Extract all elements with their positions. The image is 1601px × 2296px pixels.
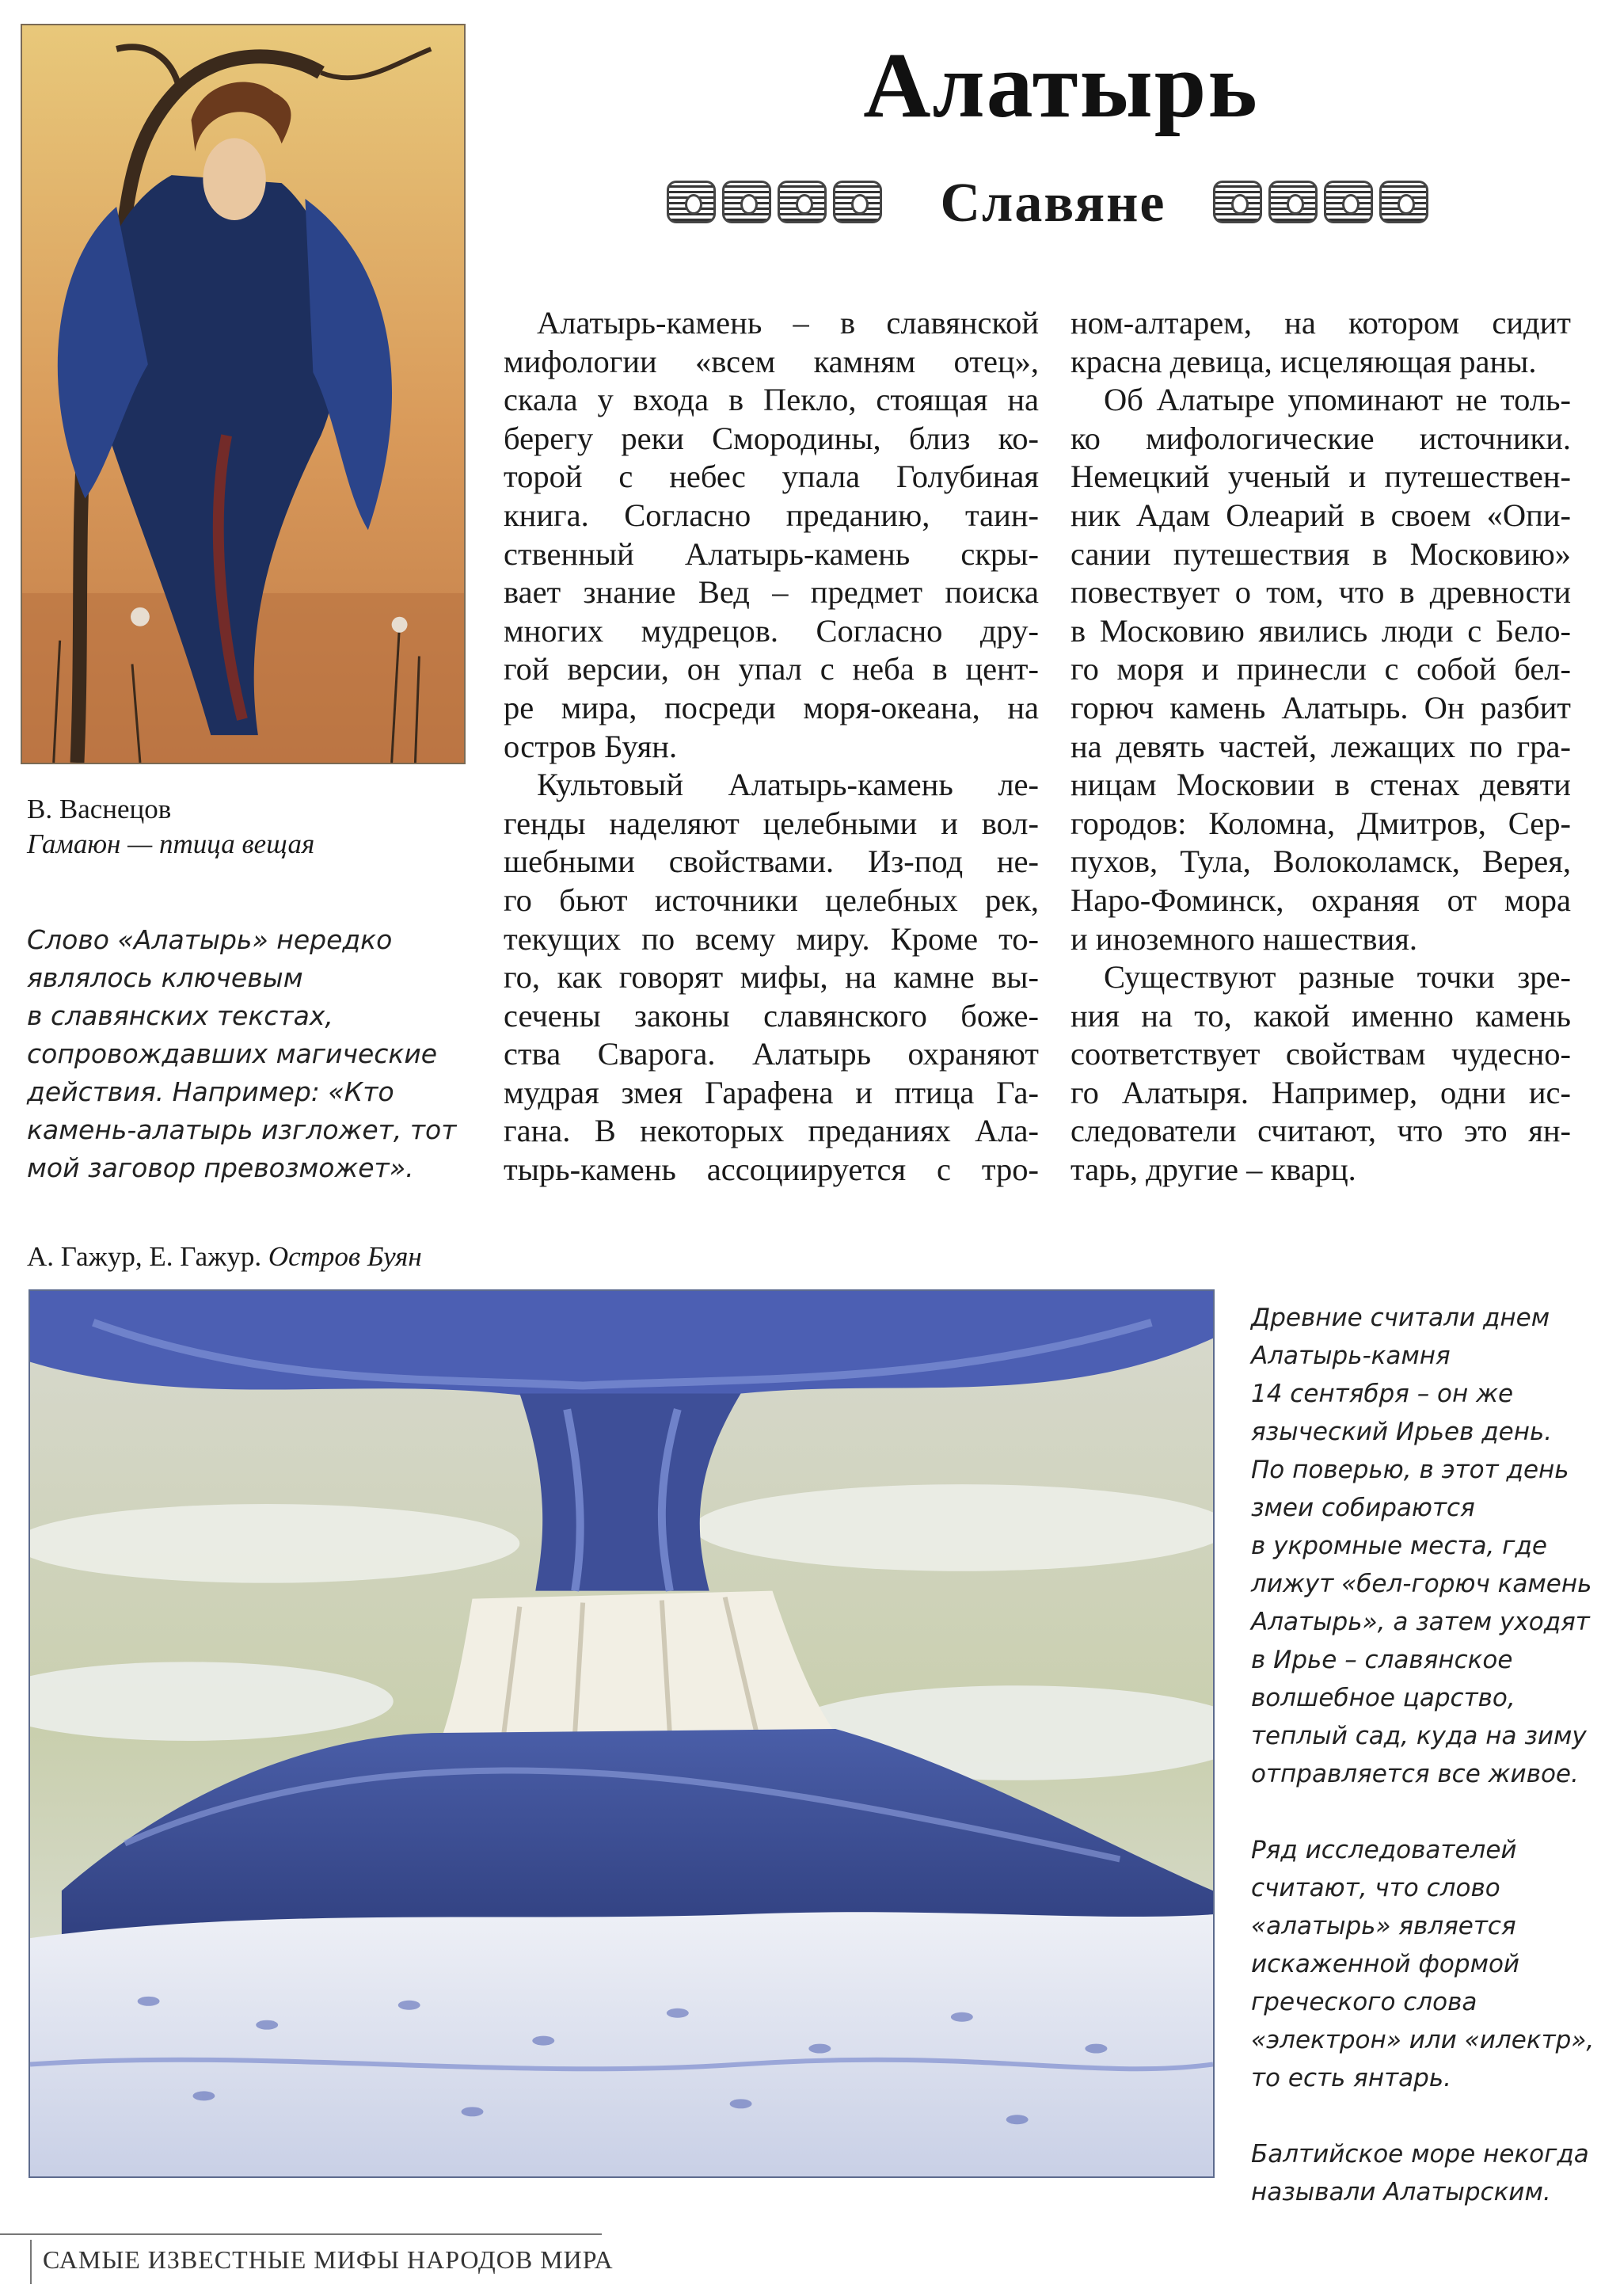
sidenote-line: Древние считали днем xyxy=(1251,1304,1550,1332)
text-line: Существуют разные точки зре- xyxy=(1104,959,1571,996)
ornament-right xyxy=(1213,181,1428,227)
text-line: гой версии, он упал с неба в цент- xyxy=(504,651,1039,687)
sidenote-line: в славянских текстах, xyxy=(27,1000,333,1031)
text-line: шебными свойствами. Из-под не- xyxy=(504,843,1039,880)
sidenote-line: По поверью, в этот день xyxy=(1251,1456,1569,1484)
sidenote-line: Алатырь», а затем уходят xyxy=(1251,1608,1590,1636)
text-line: тырь-камень ассоциируется с тро- xyxy=(504,1152,1039,1188)
text-line: Об Алатыре упоминают не толь- xyxy=(1104,382,1571,418)
sidenote-line: являлось ключевым xyxy=(27,962,303,993)
text-line: следователи считают, что это ян- xyxy=(1071,1113,1571,1149)
sidenote-line: волшебное царство, xyxy=(1251,1684,1515,1712)
sidenote-line: языческий Ирьев день. xyxy=(1251,1418,1553,1446)
text-line: гана. В некоторых преданиях Ала- xyxy=(504,1113,1039,1149)
sidenote-line: 14 сентября – он же xyxy=(1251,1380,1514,1408)
text-line: берегу реки Смородины, близ ко- xyxy=(504,420,1039,456)
sidenote-line: считают, что слово xyxy=(1251,1874,1500,1902)
sidenote-line: Балтийское море некогда xyxy=(1251,2140,1589,2168)
text-line: и иноземного нашествия. xyxy=(1071,920,1417,957)
sidenote-line: теплый сад, куда на зиму xyxy=(1251,1722,1587,1750)
text-line: тарь, другие – кварц. xyxy=(1071,1152,1356,1188)
text-line: мудрая змея Гарафена и птица Га- xyxy=(504,1074,1039,1110)
ornament-left xyxy=(667,181,882,227)
figure-top-artist: В. Васнецов xyxy=(27,794,172,824)
text-line: повествует о том, что в древности xyxy=(1071,574,1571,611)
text-line: ницам Московии в стенах девяти xyxy=(1071,767,1571,803)
sidenote-line: мой заговор превозможет». xyxy=(27,1152,414,1183)
sidenote-line: Алатырь-камня xyxy=(1251,1342,1451,1370)
sidenote-line: Ряд исследователей xyxy=(1251,1836,1517,1864)
text-line: ре мира, посреди моря-океана, на xyxy=(504,689,1039,725)
text-line: го моря и принесли с собой бел- xyxy=(1071,651,1571,687)
text-line: сечены законы славянского боже- xyxy=(504,997,1039,1034)
painting-gamayun xyxy=(21,24,466,764)
text-line: го, как говорят мифы, на камне вы- xyxy=(504,959,1039,996)
text-line: Немецкий ученый и путешествен- xyxy=(1071,459,1571,495)
figure-bottom-caption xyxy=(27,1239,422,1274)
text-line: ном-алтарем, на котором сидит xyxy=(1071,305,1571,341)
text-line: текущих по всему миру. Кроме то- xyxy=(504,920,1039,957)
sidenote-line: то есть янтарь. xyxy=(1251,2064,1451,2092)
footer-rule xyxy=(0,2233,602,2235)
sidenote-line: змеи собираются xyxy=(1251,1494,1475,1522)
page-title: Алатырь xyxy=(863,33,1259,137)
text-line: вает знание Вед – предмет поиска xyxy=(504,574,1039,611)
text-line: сании путешествия в Московию» xyxy=(1071,535,1571,572)
running-footer: САМЫЕ ИЗВЕСТНЫЕ МИФЫ НАРОДОВ МИРА xyxy=(43,2245,614,2274)
text-line: го Алатыря. Например, одни ис- xyxy=(1071,1074,1571,1110)
sidenote-line: действия. Например: «Кто xyxy=(27,1076,394,1107)
text-line: городов: Коломна, Дмитров, Сер- xyxy=(1071,805,1571,841)
sidenote-line: греческого слова xyxy=(1251,1988,1477,2016)
text-line: ственный Алатырь-камень скры- xyxy=(504,535,1039,572)
text-line: соответствует свойствам чудесно- xyxy=(1071,1036,1571,1072)
page-subtitle: Славяне xyxy=(940,173,1166,234)
text-line: Наро-Фоминск, охраняя от мора xyxy=(1071,881,1571,918)
sidenote-line: в укромные места, где xyxy=(1251,1532,1547,1560)
text-line: пухов, Тула, Волоколамск, Верея, xyxy=(1071,843,1571,880)
body-column-2 xyxy=(1071,304,1571,1190)
text-line: генды наделяют целебными и вол- xyxy=(504,805,1039,841)
text-line: торой с небес упала Голубиная xyxy=(504,459,1039,495)
text-line: мифологии «всем камням отец», xyxy=(504,343,1039,379)
text-line: Культовый Алатырь-камень ле- xyxy=(537,767,1039,803)
sidenote-line: Слово «Алатырь» нередко xyxy=(27,924,393,955)
sidenote-line: лижут «бел-горюч камень xyxy=(1251,1570,1592,1598)
left-sidenote xyxy=(27,921,457,1187)
footer-divider xyxy=(30,2240,32,2284)
painting-buyan-island xyxy=(29,1289,1215,2178)
text-line: ния на то, какой именно камень xyxy=(1071,997,1571,1034)
figure-top-title: Гамаюн — птица вещая xyxy=(27,828,315,859)
sidenote-line: называли Алатырским. xyxy=(1251,2178,1551,2207)
text-line: в Московию явились люди с Бело- xyxy=(1071,612,1571,649)
text-line: книга. Согласно преданию, таин- xyxy=(504,497,1039,533)
sidenote-line: «алатырь» является xyxy=(1251,1912,1516,1940)
sidenote-line: в Ирье – славянское xyxy=(1251,1646,1513,1674)
text-line: скала у входа в Пекло, стоящая на xyxy=(504,382,1039,418)
sidenote-line: искаженной формой xyxy=(1251,1950,1520,1978)
figure-bottom-title: Остров Буян xyxy=(268,1241,422,1272)
sidenote-line: сопровождавших магические xyxy=(27,1038,438,1069)
text-line: горюч камень Алатырь. Он разбит xyxy=(1071,689,1571,725)
sidenote-line: камень-алатырь изгложет, тот xyxy=(27,1114,457,1145)
text-line: ства Сварога. Алатырь охраняют xyxy=(504,1036,1039,1072)
text-line: Алатырь-камень – в славянской xyxy=(537,305,1039,341)
text-line: красна девица, исцеляющая раны. xyxy=(1071,343,1537,379)
body-column-1 xyxy=(504,304,1039,1190)
sidenote-line: отправляется все живое. xyxy=(1251,1760,1579,1788)
text-line: на девять частей, лежащих по гра- xyxy=(1071,728,1571,764)
text-line: многих мудрецов. Согласно дру- xyxy=(504,612,1039,649)
text-line: остров Буян. xyxy=(504,728,678,764)
text-line: го бьют источники целебных рек, xyxy=(504,881,1039,918)
text-line: ник Адам Олеарий в своем «Опи- xyxy=(1071,497,1571,533)
right-sidenote xyxy=(1251,1299,1595,2211)
sidenote-line: «электрон» или «илектр», xyxy=(1251,2026,1595,2054)
figure-bottom-artists: А. Гажур, Е. Гажур. xyxy=(27,1241,262,1272)
text-line: ко мифологические источники. xyxy=(1071,420,1571,456)
